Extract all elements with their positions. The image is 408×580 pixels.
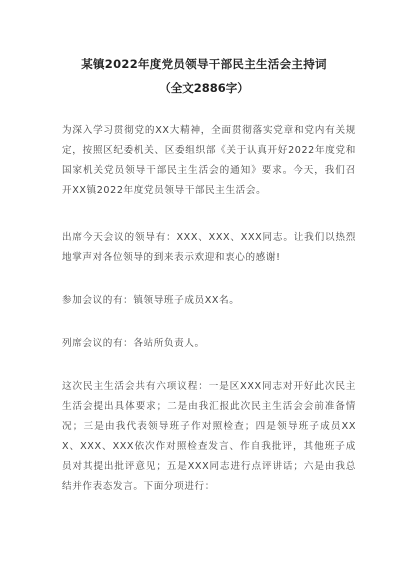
paragraph-agenda: 这次民主生活会共有六项议程：一是区XXX同志对开好此次民主生活会提出具体要求；二是由我汇报此次民主生活会会前准备情况；三是由我代表领导班子作对照检查；四是领导班子成员XXX、XXX、XXX依次作对照检查发言、作自我批评，其他班子成员对其提出批评意见；五是XXX同志进行点评讲话；六是由我总结并作表态发言。下面分项进行： [62,381,356,492]
paragraph-participants: 参加会议的有：镇领导班子成员XX名。 [62,295,240,306]
paragraph-intro: 为深入学习贯彻党的XX大精神，全面贯彻落实党章和党内有关规定，按照区纪委机关、区委组织部《关于认真开好2022年度党和国家机关党员领导干部民主生活会的通知》要求。今天，我们召开XX镇2022年度党员领导干部民主生活会。 [62,125,356,196]
paragraph-observers: 列席会议的有：各站所负责人。 [62,338,205,349]
document-title: 某镇2022年度党员领导干部民主生活会主持词 [81,57,327,71]
paragraph-attending-leaders: 出席今天会议的领导有：XXX、XXX、XXX同志。让我们以热烈地掌声对各位领导的到来表示欢迎和衷心的感谢! [62,232,356,263]
document-subtitle: （全文2886字） [159,81,249,95]
